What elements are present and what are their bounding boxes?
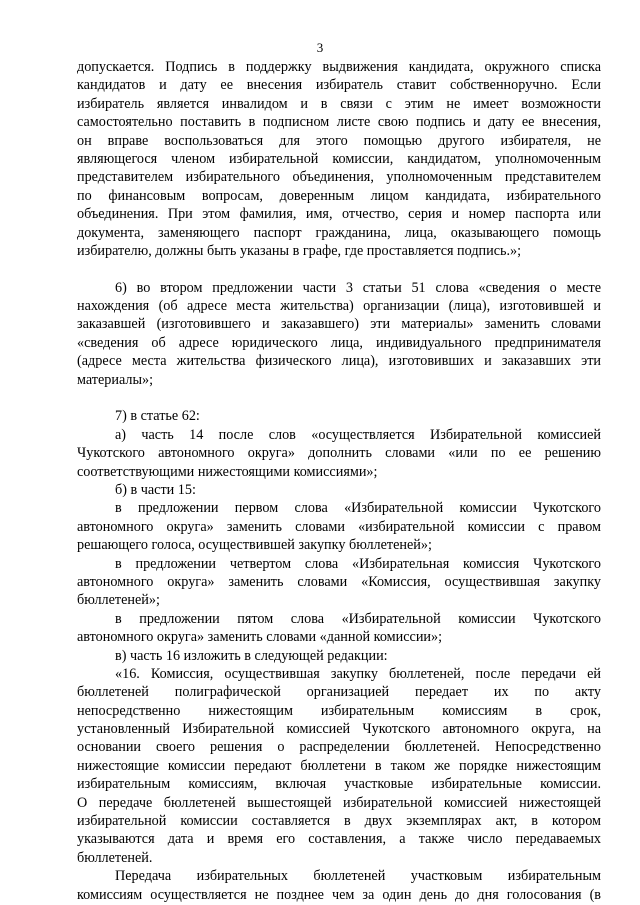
text-line: он вправе воспользоваться для этого помощью другого избирателя, не: [77, 132, 601, 149]
text-line: комиссиям осуществляется не позднее чем за один день до дня голосования (в: [77, 886, 601, 903]
text-line: представителем избирательного объединения, уполномоченным представителем: [77, 169, 601, 186]
text-line: нижестоящие комиссии передают бюллетени в таком же порядке нижестоящим: [77, 757, 601, 774]
text-line: О передаче бюллетеней вышестоящей избирательной комиссией нижестоящей: [77, 794, 601, 811]
text-line: непосредственно нижестоящим избирательным комиссиям в срок,: [77, 702, 601, 719]
text-line: избирателю, должны быть указаны в графе, где проставляется подпись.»;: [77, 242, 522, 259]
text-line: по финансовым вопросам, доверенным лицом кандидата, избирательного: [77, 187, 601, 204]
text-line: 7) в статье 62:: [115, 408, 200, 425]
text-line: нахождения (об адресе места жительства) организации (лица), изготовившей и: [77, 298, 601, 315]
text-line: решающего голоса, осуществившей закупку бюллетеней»;: [77, 537, 432, 554]
text-line: в предложении первом слова «Избирательной комиссии Чукотского: [115, 500, 601, 517]
text-line: Чукотского автономного округа» дополнить словами «или по ее решению: [77, 445, 601, 462]
text-line: заказавшей (изготовившего и заказавшего) эти материалы» заменить словами: [77, 316, 601, 333]
text-line: «16. Комиссия, осуществившая закупку бюллетеней, после передачи ей: [115, 665, 601, 682]
text-line: бюллетеней полиграфической организацией передает их по акту: [77, 684, 601, 701]
text-line: в предложении пятом слова «Избирательной комиссии Чукотского: [115, 610, 601, 627]
text-line: допускается. Подпись в поддержку выдвижения кандидата, окружного списка: [77, 59, 601, 75]
text-line: избирательным комиссиям, включая участковые избирательные комиссии.: [77, 776, 601, 793]
text-line: избирательной комиссии составляется в двух экземплярах акт, в котором: [77, 813, 601, 830]
text-line: 6) во втором предложении части 3 статьи 51 слова «сведения о месте: [115, 279, 601, 296]
text-line: кандидатов и дату ее внесения избиратель ставит собственноручно. Если: [77, 77, 601, 94]
text-line: документа, заменяющего паспорт гражданина, лица, оказывающего помощь: [77, 224, 601, 241]
text-line: автономного округа» заменить словами «Комиссия, осуществившая закупку: [77, 573, 601, 590]
text-line: Передача избирательных бюллетеней участковым избирательным: [115, 868, 601, 885]
text-line: являющегося членом избирательной комиссии, кандидатом, уполномоченным: [77, 150, 601, 167]
text-line: установленный Избирательной комиссией Чукотского автономного округа, на: [77, 721, 601, 738]
text-line: указываются дата и время его составления, а также число передаваемых: [77, 831, 601, 848]
text-line: «сведения об адресе юридического лица, индивидуального предпринимателя: [77, 334, 601, 351]
text-line: автономного округа» заменить словами «избирательной комиссии с правом: [77, 518, 601, 535]
document-body: [77, 58, 601, 904]
text-line: (адресе места жительства физического лица), изготовивших и заказавших эти: [77, 353, 601, 370]
text-line: самостоятельно поставить в подписном листе свою подпись и дату ее внесения,: [77, 114, 601, 131]
text-line: соответствующими нижестоящими комиссиями»;: [77, 463, 378, 480]
text-line: избиратель является инвалидом и в связи с этим не имеет возможности: [77, 95, 601, 112]
text-line: автономного округа» заменить словами «данной комиссии»;: [77, 629, 443, 646]
text-line: а) часть 14 после слов «осуществляется Избирательной комиссией: [115, 426, 601, 443]
text-line: бюллетеней»;: [77, 592, 160, 609]
page-number: 3: [316, 40, 324, 55]
text-line: в) часть 16 изложить в следующей редакции:: [115, 647, 388, 664]
text-line: материалы»;: [77, 371, 154, 388]
text-line: объединения. При этом фамилия, имя, отчество, серия и номер паспорта или: [77, 206, 601, 223]
text-line: основании своего решения о распределении бюллетеней. Непосредственно: [77, 739, 601, 756]
text-line: в предложении четвертом слова «Избирательная комиссия Чукотского: [115, 555, 601, 572]
text-line: б) в части 15:: [115, 481, 196, 498]
text-line: бюллетеней.: [77, 849, 153, 866]
